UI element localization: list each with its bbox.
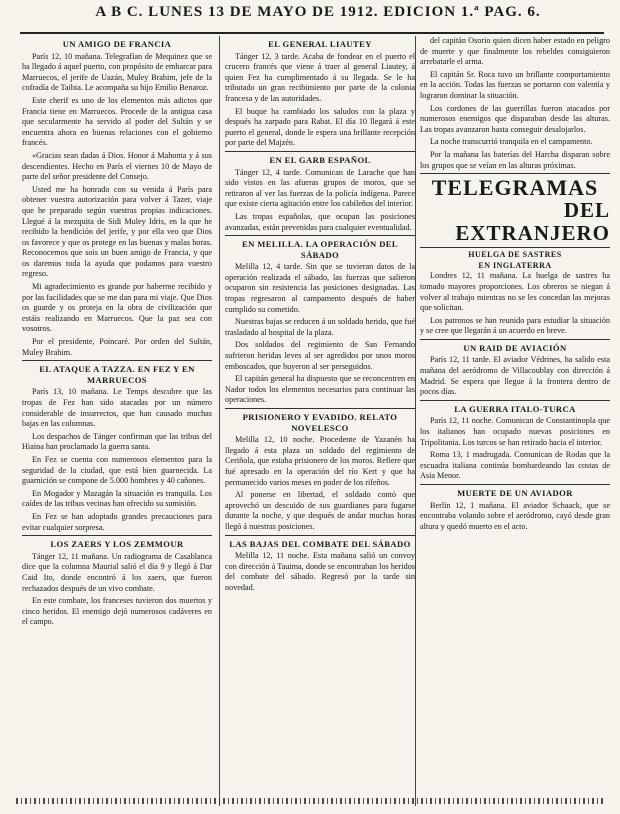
paragraph: Las tropas españolas, que ocupan las posiciones avanzadas, están prevenidas para cualquier eventualidad. xyxy=(225,211,415,232)
paragraph: En este combate, los franceses tuvieron dos muertos y cinco heridos. El enemigo dejó numerosos cadáveres en el campo. xyxy=(22,596,212,627)
paragraph: Usted me ha honrado con su venida á París para obtener vuestra autorización para volver á Tazer, viaje que he preparado según vuestras propias indicaciones. Llegué á la mezquita de Sidi Muley Idris, en la que he recibido la bendición del jerife, y por ella veo que Dios os favorece y que os protege en las buenas y malas horas. Reconocemos que sois un buen amigo de Francia, y que os daremos toda la ayuda que podamos para vuestro regreso. xyxy=(22,184,212,279)
section-title: HUELGA DE SASTRES xyxy=(468,250,562,260)
telegrams-title: TELEGRAMAS xyxy=(431,175,599,201)
section-title: EL GENERAL LIAUTEY xyxy=(268,39,372,49)
section-rule xyxy=(420,339,610,340)
footer-barcode xyxy=(16,798,606,804)
section-title: EN MELILLA. LA OPERACIÓN DEL SÁBADO xyxy=(241,239,399,260)
paragraph: Tánger 12, 3 tarde. Acaba de fondear en el puerto el crucero francés que viene á traer al general Liautey, á quien Fez ha cumplimentado á su llegada. Se le ha tributado un gran recibimiento por parte de la colonia francesa y de las autoridades. xyxy=(225,51,415,103)
paragraph: Este cherif es uno de los elementos más adictos que Francia tiene en Marruecos. Procede de la antigua casa que secularmente ha servido al poder del Sultán y se encuentra ahora en buenas relaciones con el gobierno francés. xyxy=(22,95,212,148)
paragraph: Tánger 12, 4 tarde. Comunican de Larache que han sido vistos en las afueras grupos de moros, que se retiraron al ver las fuerzas de la policía indígena. Parece que existe cierta agitación entre los cabileños del interior. xyxy=(225,167,415,209)
paragraph: Mi agradecimiento es grande por haberme recibido y por las facilidades que se me dan para mi viaje. Que Dios os guarde y os proteja en la obra de civilización que estáis realizando en Marruecos. Que la paz sea con vosotros. xyxy=(22,282,212,334)
column-divider-1 xyxy=(219,36,220,806)
paragraph: Nuestras bajas se reducen á un soldado herido, que fué trasladado al hospital de la plaza. xyxy=(225,317,415,337)
section-rule xyxy=(225,235,415,236)
paragraph: La noche transcurrió tranquila en el campamento. xyxy=(430,137,593,147)
section-rule xyxy=(420,173,610,174)
section-title: PRISIONERO Y EVADIDO. RELATO NOVELESCO xyxy=(242,412,398,433)
paragraph: del capitán Osorio quien dicen haber estado en peligro de muerte y que finalmente los rebeldes consiguieron arrebatarle el arma. xyxy=(420,36,610,67)
section-title: MUERTE DE UN AVIADOR xyxy=(457,488,573,498)
column-1 xyxy=(22,36,212,806)
paragraph: Por el presidente, Poincaré. Por orden del Sultán, Muley Brahim. xyxy=(22,337,212,357)
section-title: UN AMIGO DE FRANCIA xyxy=(62,39,172,49)
section-title: LAS BAJAS DEL COMBATE DEL SÁBADO xyxy=(229,538,411,549)
paragraph: Por la mañana las baterías del Harcha disparan sobre los grupos que se veían en las alturas próximas. xyxy=(420,149,610,170)
section-rule xyxy=(225,151,415,152)
paragraph: En Mogador y Mazagán la situación es tranquila. Los caídes de las tribus vecinas han ofrecido su sumisión. xyxy=(22,488,212,509)
paragraph: Al ponerse en libertad, el soldado contó que aprovechó un descuido de sus guardianes para fugarse durante la noche, y que después de andar muchas horas llegó á nuestras posiciones. xyxy=(225,490,415,531)
paragraph: Melilla 12, 10 noche. Procedente de Yazanén ha llegado á esta plaza un soldado del regimiento de Ceriñola, que estaba prisionero de los moros. Refiere que fué apresado en la operación del río Kert y que ha permanecido varios meses en poder de los rifeños. xyxy=(225,435,415,487)
section-rule xyxy=(225,535,415,536)
section-rule xyxy=(22,535,212,536)
paragraph: Los cordones de las guerrillas fueron atacados por numerosos enemigos que disparaban desde las alturas. Las tropas avanzaron hasta conseguir desalojarlos. xyxy=(420,103,610,134)
paragraph: París 12, 10 mañana. Telegrafían de Mequinez que se ha llegado á aquel puerto, con propósito de embarcar para Marruecos, el jerife de Uazán, Muley Brahim, jefe de la cofradía de Taibia. Le acompaña su hijo Emilio Benaroz. xyxy=(22,51,212,93)
header-rule xyxy=(20,32,604,34)
paragraph: Los patronos se han reunido para estudiar la situación y se cree que llegarán á un acuerdo en breve. xyxy=(420,315,610,336)
paragraph: París 12, 11 tarde. El aviador Védrines, ha salido esta mañana del aeródromo de Villacoublay con dirección á Madrid. Se espera que llegue á la frontera dentro de pocos días. xyxy=(420,355,610,397)
paragraph: En Fez se cuenta con numerosos elementos para la seguridad de la ciudad, que está bien guarnecida. La guarnición se compone de 5.000 hombres y 40 cañones. xyxy=(22,454,212,486)
paragraph: «Gracias sean dadas á Dios. Honor á Mahoma y á sus descendientes. Hecho en París el viernes 10 de Mayo de parte del señor presidente del Consejo. xyxy=(22,150,212,182)
column-2 xyxy=(225,36,415,806)
paragraph: París 13, 10 mañana. Le Temps descubre que las tropas de Fez han sido atacadas por un número considerable de insurrectos, que han causado muchas bajas en las columnas. xyxy=(22,387,212,429)
paragraph: Roma 13, 1 madrugada. Comunican de Rodas que la escuadra italiana continúa bombardeando las costas de Asia Menor. xyxy=(420,450,610,481)
section-rule xyxy=(22,360,212,361)
section-title: EN EL GARB ESPAÑOL xyxy=(269,154,371,165)
paragraph: En Fez se han adoptado grandes precauciones para evitar cualquier sorpresa. xyxy=(22,511,212,532)
paragraph: Dos soldados del regimiento de San Fernando sufrieron heridas leves al ser agredidos por unos moros emboscados, que huyeron al ser perseguidos. xyxy=(225,340,415,371)
telegrams-subtitle: DEL EXTRANJERO xyxy=(455,198,610,246)
column-3 xyxy=(420,36,610,806)
paragraph: El capitán Sr. Roca tuvo un brillante comportamiento en la acción. Todas las fuerzas se portaron con valentía y lograron dominar la situación. xyxy=(420,69,610,100)
paragraph: El capitán general ha dispuesto que se reconcentren en Nador todos los elementos necesarios para continuar las operaciones. xyxy=(225,374,415,405)
paragraph: París 12, 11 noche. Comunican de Constantinopla que los italianos han ocupado nuevas posiciones en Tripolitania. Los turcos se han retirado hacia el interior. xyxy=(420,416,610,447)
paragraph: Tánger 12, 11 mañana. Un radiograma de Casablanca dice que la columna Maurial salió el día 9 y llegó á Dar Caid Ito, donde encontró á los zaers, que fueron rechazados después de un vivo combate. xyxy=(22,551,212,593)
section-title: LA GUERRA ITALO-TURCA xyxy=(454,403,576,414)
section-title: EL ATAQUE A TAZZA. EN FEZ Y EN MARRUECOS xyxy=(39,364,195,385)
section-rule xyxy=(420,247,610,248)
section-rule xyxy=(225,408,415,409)
section-title: EN INGLATERRA xyxy=(478,260,552,270)
paragraph: Berlín 12, 1 mañana. El aviador Schaack, que se encontraba volando sobre el aeródromo, cayó desde gran altura y quedó muerto en el acto. xyxy=(420,500,610,531)
section-title: LOS ZAERS Y LOS ZEMMOUR xyxy=(50,539,184,550)
page-header: A B C. LUNES 13 DE MAYO DE 1912. EDICION 1.ª PAG. 6. xyxy=(95,4,541,20)
paragraph: Melilla 12, 11 noche. Esta mañana salió un convoy con dirección á Tauima, donde se encontraban los heridos del combate del sábado. Regresó por la tarde sin novedad. xyxy=(225,551,415,592)
section-rule xyxy=(420,400,610,401)
paragraph: El buque ha cambiado los saludos con la plaza y después ha zarpado para Rabat. El día 10 llegará á este puerto el general, donde le espera una brillante recepción por parte del Majzén. xyxy=(225,106,415,148)
paragraph: Melilla 12, 4 tarde. Sin que se tuvieran datos de la operación realizada el sábado, las fuerzas que salieron ocuparon sin resistencia las posiciones designadas. Las tropas regresaron al campamento después de haber cumplido su cometido. xyxy=(225,262,415,314)
column-divider-2 xyxy=(415,36,416,806)
section-title: UN RAID DE AVIACIÓN xyxy=(463,342,567,353)
paragraph: Los despachos de Tánger confirman que las tribus del Hiaina han proclamado la guerra santa. xyxy=(22,431,212,452)
paragraph: Londres 12, 11 mañana. La huelga de sastres ha tomado mayores proporciones. Los obreros se niegan á volver al trabajo mientras no se les concedan las mejoras que solicitan. xyxy=(420,271,610,313)
section-rule xyxy=(420,484,610,485)
